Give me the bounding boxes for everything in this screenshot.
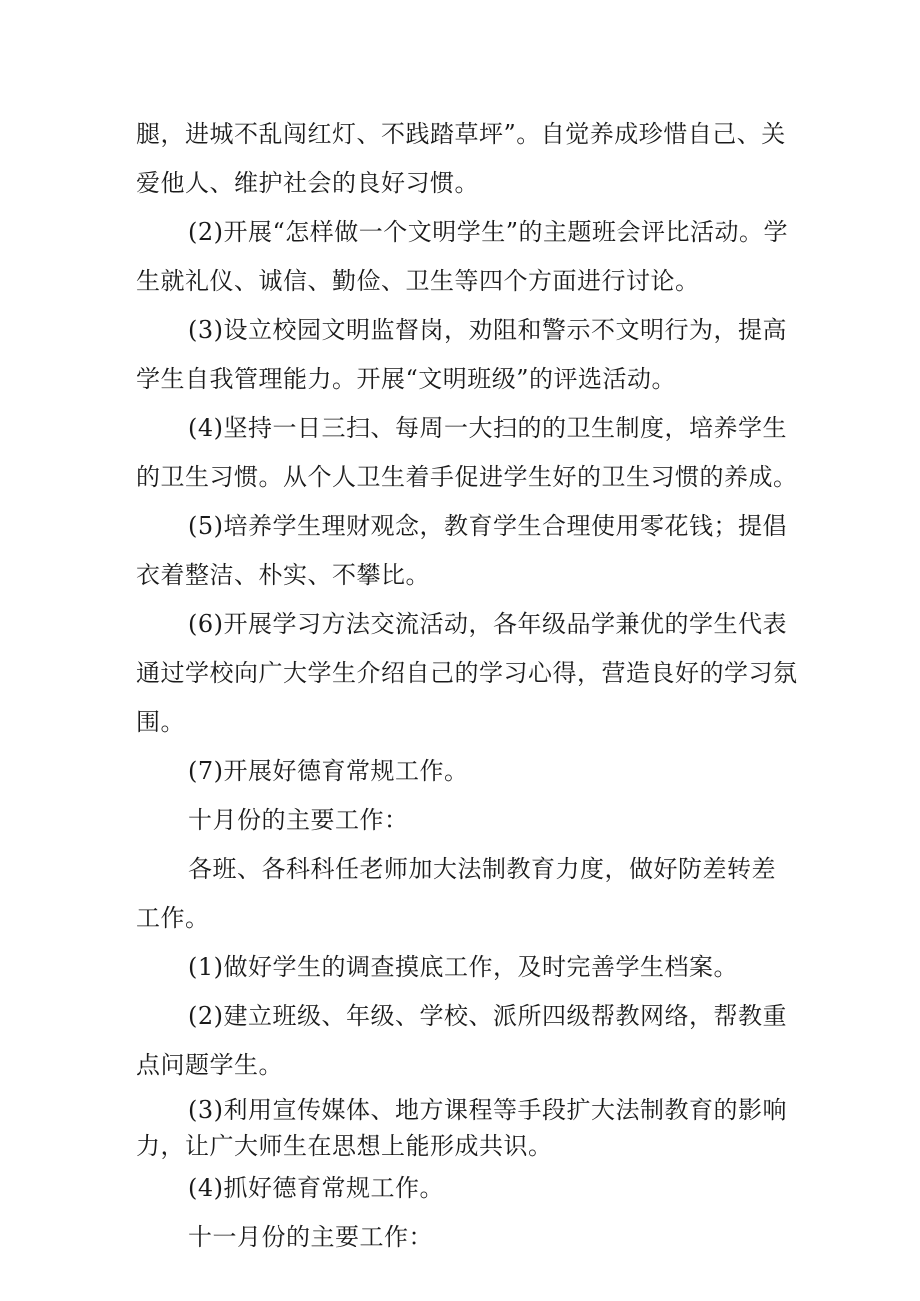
paragraph-3: (3)设立校园文明监督岗，劝阻和警示不文明行为，提高学生自我管理能力。开展“文明班级”的评选活动。: [136, 316, 787, 393]
paragraph-1: 腿，进城不乱闯红灯、不践踏草坪”。自觉养成珍惜自己、关爱他人、维护社会的良好习惯。: [136, 120, 786, 197]
paragraph-5: (5)培养学生理财观念，教育学生合理使用零花钱；提倡衣着整洁、朴实、不攀比。: [136, 512, 787, 589]
paragraph-4: (4)坚持一日三扫、每周一大扫的的卫生制度，培养学生的卫生习惯。从个人卫生着手促进学生好的卫生习惯的养成。: [136, 414, 798, 491]
paragraph-october-intro: 各班、各科科任老师加大法制教育力度，做好防差转差工作。: [136, 855, 776, 932]
document-body: [136, 110, 800, 1262]
paragraph-7: (7)开展好德育常规工作。: [188, 757, 469, 785]
paragraph-2: (2)开展“怎样做一个文明学生”的主题班会评比活动。学生就礼仪、诚信、勤俭、卫生等四个方面进行讨论。: [136, 218, 789, 295]
section-heading-october: 十月份的主要工作：: [188, 806, 409, 834]
paragraph-6: (6)开展学习方法交流活动，各年级品学兼优的学生代表通过学校向广大学生介绍自己的学习心得，营造良好的学习氛围。: [136, 610, 798, 736]
section-heading-november: 十一月份的主要工作：: [188, 1223, 433, 1251]
paragraph-october-3: (3)利用宣传媒体、地方课程等手段扩大法制教育的影响力，让广大师生在思想上能形成共识。: [136, 1096, 787, 1160]
paragraph-october-1: (1)做好学生的调查摸底工作，及时完善学生档案。: [188, 953, 738, 981]
paragraph-october-4: (4)抓好德育常规工作。: [188, 1174, 444, 1202]
paragraph-october-2: (2)建立班级、年级、学校、派所四级帮教网络，帮教重点问题学生。: [136, 1002, 787, 1079]
